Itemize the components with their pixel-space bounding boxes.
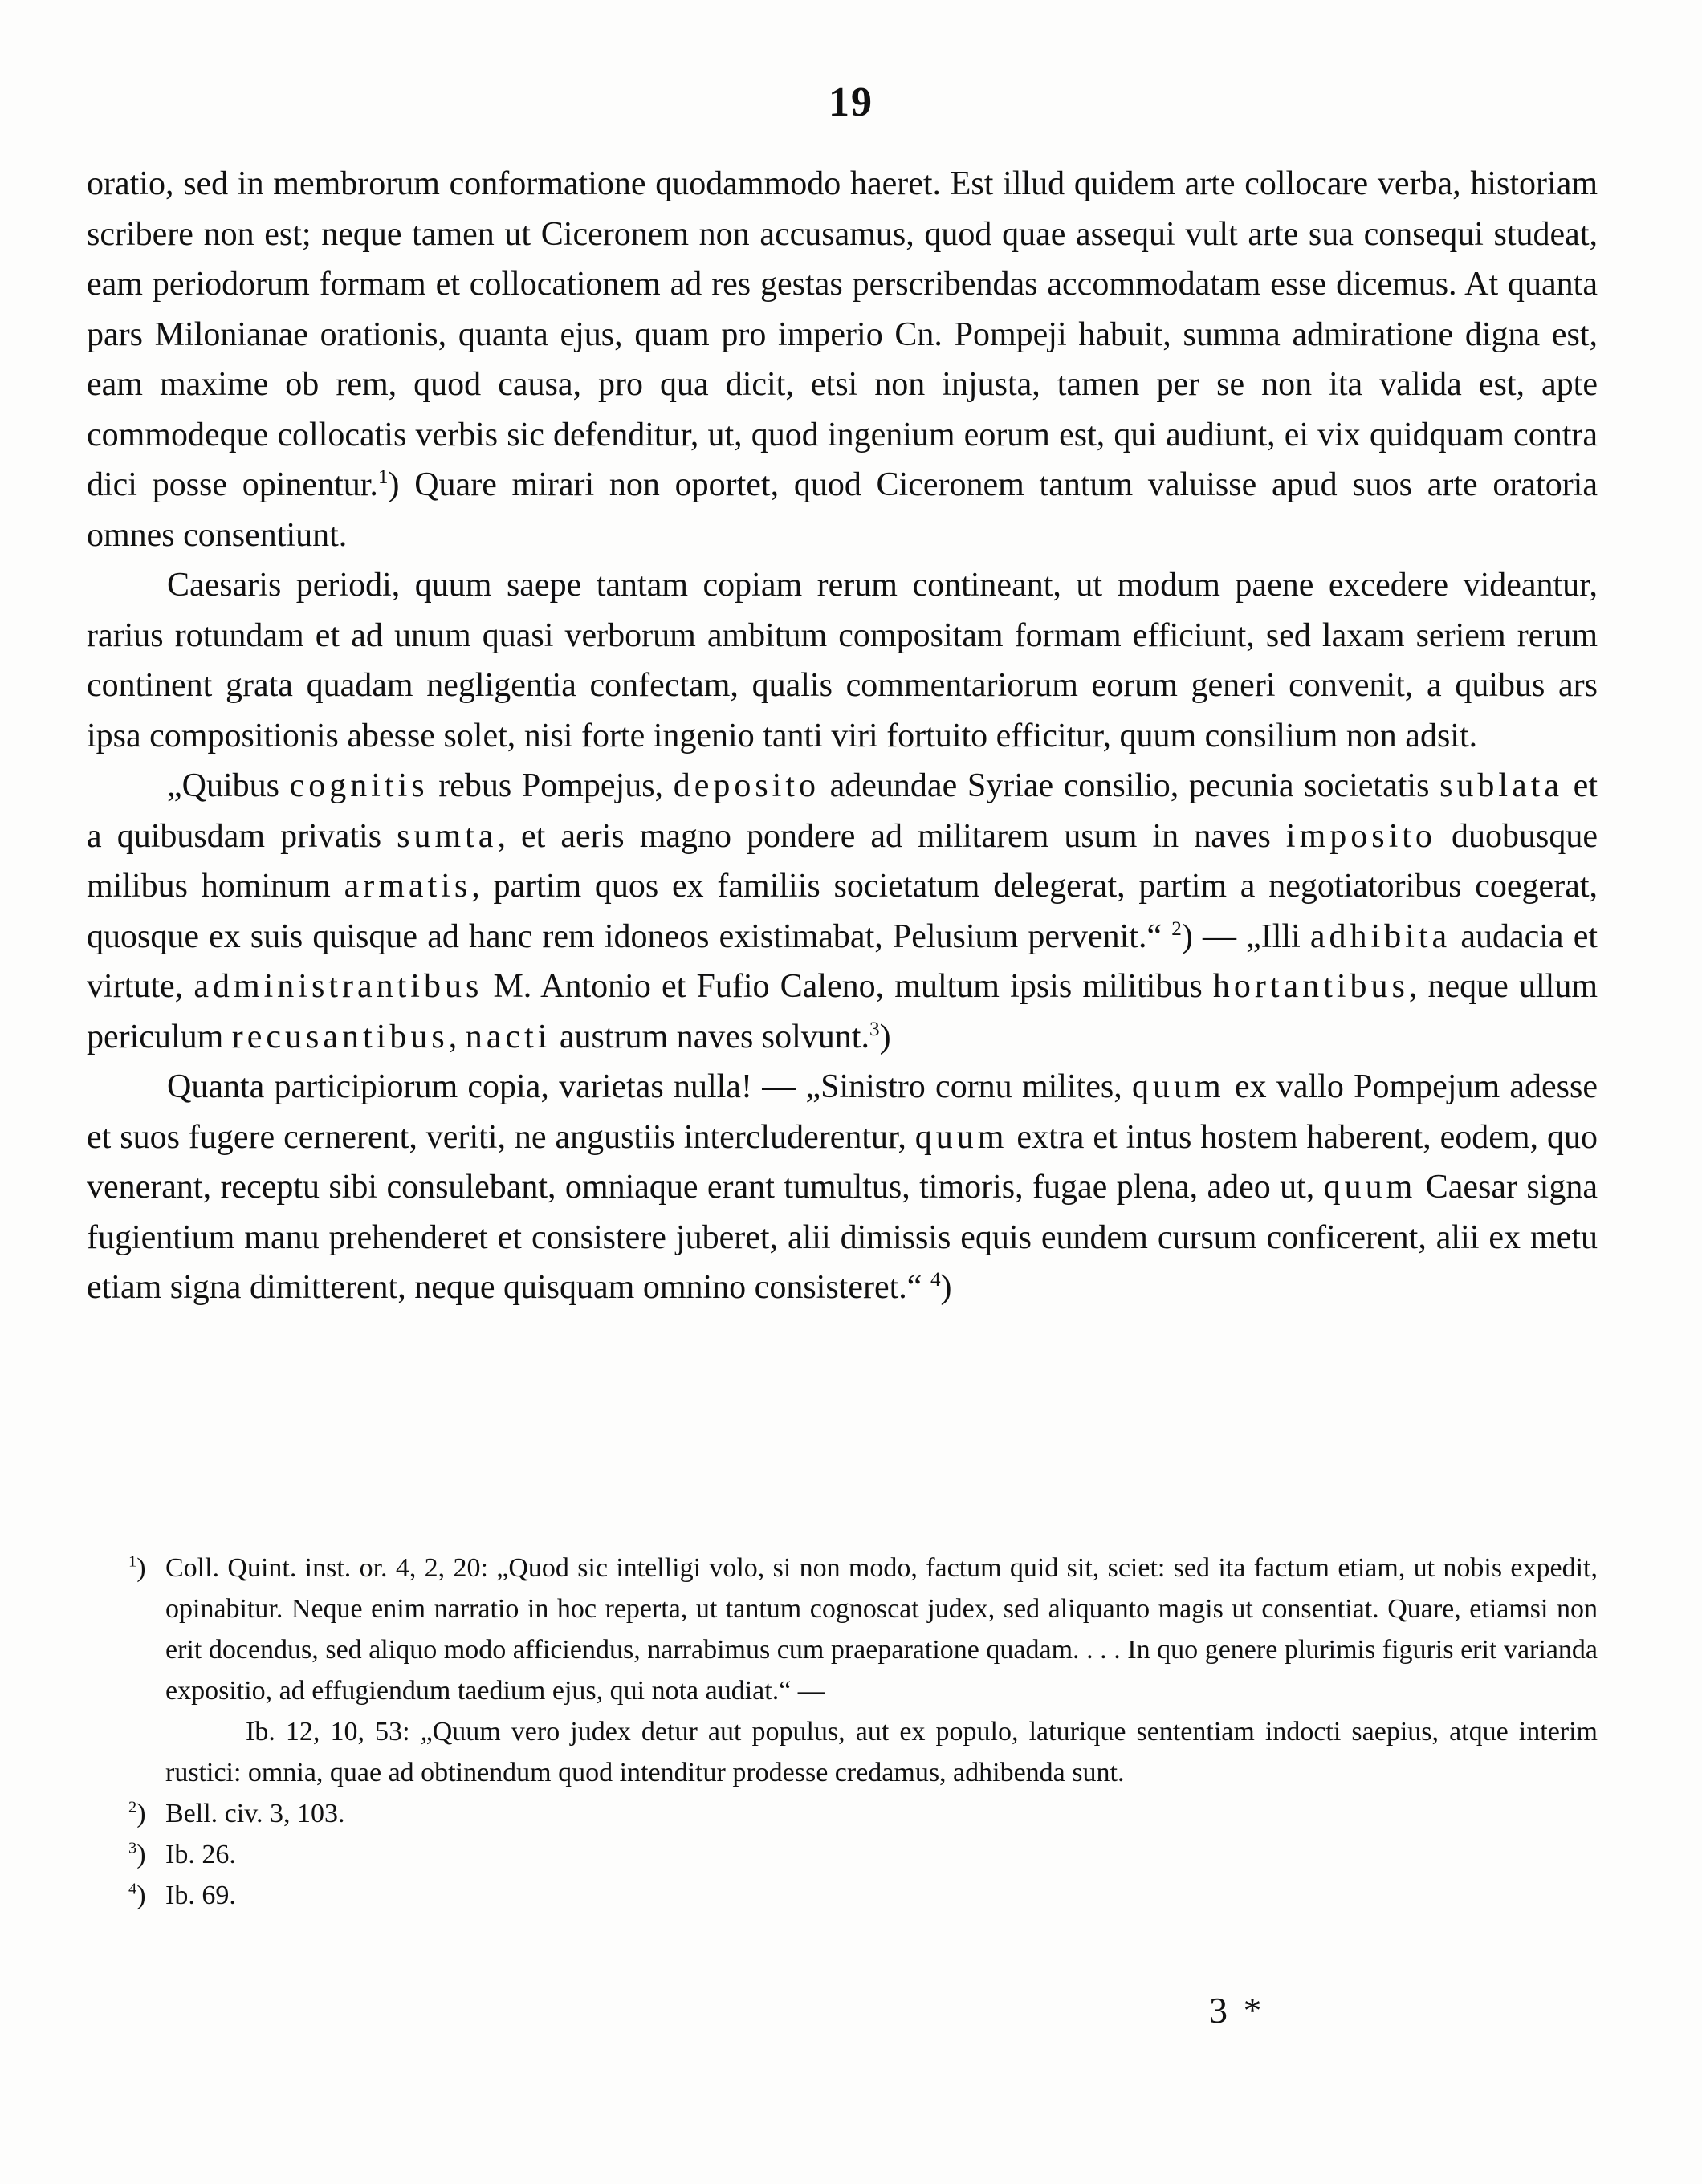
footnote-number: 1 [128,1552,137,1571]
emphasized-word: quum [1132,1068,1225,1105]
text-run: , neque ullum periculum [87,968,1598,1055]
text-run: M. Antonio et Fufio Caleno, multum ipsis militibus [483,968,1213,1005]
footnote-marker: $^2$) [128,1798,146,1828]
footnote-text: Coll. Quint. inst. or. 4, 2, 20: „Quod sic intelligi volo, si non modo, factum quid sit, sciet: sed ita factum etiam, ut nobis expedit, opinabitur. Neque enim narratio in hoc reperta, ut tantum cognoscat judex, sed aliquanto magis ut consentiat. Quare, etiamsi non erit docendus, sed aliquo modo afficiendus, narrabimus cum praeparatione quadam. . . . In quo genere plurimis figuris erit varianda expositio, ad effugiendum taedium ejus, qui nota audiat.“ — [165,1553,1598,1706]
emphasized-word: armatis [344,868,472,905]
footnote-text: Ib. 26. [165,1840,236,1869]
text-run: Caesar signa fugientium manu prehenderet et consistere juberet, alii dimissis equis eundem cursum conficerent, alii ex metu etiam signa dimitterent, neque quisquam omnino consisteret.“ [87,1169,1598,1306]
text-run: extra et intus hostem haberent, eodem, quo venerant, receptu sibi consulebant, omniaque erant tumultus, timoris, fugae plena, adeo ut, [87,1118,1598,1206]
emphasized-word: imposito [1285,817,1436,855]
emphasized-word: deposito [673,767,820,804]
footnote-text: Ib. 12, 10, 53: „Quum vero judex detur aut populus, aut ex populo, laturique sententiam indocti saepius, atque interim rustici: omnia, quae ad obtinendum quod intenditur prodesse credamus, adhibenda sunt. [165,1717,1598,1787]
text-run: ) Quare mirari non oportet, quod Ciceronem tantum valuisse apud suos arte oratoria omnes consentiunt. [87,466,1598,554]
text-run: ) — „Illi [1181,917,1310,955]
page-number: 19 [829,79,873,125]
emphasized-word: adhibita [1309,917,1452,955]
text-run: , partim quos ex familiis societatum delegerat, partim a negotiatoribus coegerat, quosque ex suis quisque ad hanc rem idoneos existimabat, Pelusium pervenit.“ [87,868,1598,955]
text-run: , [448,1018,466,1055]
text-run: oratio, sed in membrorum conformatione quodammodo haeret. Est illud quidem arte collocare verba, historiam scribere non est; neque tamen ut Ciceronem non accusamus, quod quae assequi vult arte sua consequi studeat, eam periodorum formam et collocationem ad res gestas perscribendas accommodatam esse dicemus. At quanta pars Milonianae orationis, quanta ejus, quam pro imperio Cn. Pompeji habuit, summa admiratione digna est, eam maxime ob rem, quod causa, pro qua dicit, etsi non injusta, tamen per se non ita valida est, apte commodeque collocatis verbis sic defenditur, ut, quod ingenium eorum est, qui audiunt, ei vix quidquam contra dici posse opinentur. [87,165,1598,503]
text-run: duobusque milibus hominum [87,817,1598,905]
emphasized-word: nacti [465,1018,552,1055]
footnote [87,1834,1598,1875]
text-run: austrum naves solvunt. [551,1018,869,1055]
paragraph [87,1062,1598,1313]
footnote-marker: $^4$) [128,1880,146,1910]
footnotes [87,1548,1598,1916]
emphasized-word: recusantibus [231,1018,449,1055]
text-run: ) [940,1269,952,1306]
emphasized-word: quum [914,1118,1008,1156]
emphasized-word: sumta [397,817,498,855]
footnote-text: Ib. 69. [165,1881,236,1910]
footnote-marker: $^1$) [128,1552,146,1583]
footnote-reference: 4 [930,1269,941,1291]
footnote-reference: 2 [1171,917,1182,940]
emphasized-word: hortantibus [1212,968,1409,1005]
text-run: audacia et virtute, [87,917,1598,1005]
emphasized-word: quum [1323,1169,1417,1206]
footnote-reference: 1 [377,466,389,488]
footnote-text: Bell. civ. 3, 103. [165,1799,345,1828]
text-run: Quanta participiorum copia, varietas nulla! — „Sinistro cornu milites, [167,1068,1133,1105]
footnote [87,1793,1598,1834]
footnote-number: 2 [128,1798,137,1816]
footnote [87,1711,1598,1793]
footnote-reference: 3 [869,1018,880,1040]
text-run: adeundae Syriae consilio, pecunia societatis [820,767,1440,804]
paragraph [87,159,1598,560]
footnote-number: 3 [128,1839,137,1857]
body-text [87,159,1598,1313]
footnote [87,1548,1598,1711]
emphasized-word: sublata [1439,767,1564,804]
footnote-number: 4 [128,1880,137,1898]
text-run: et a quibusdam privatis [87,767,1598,855]
footnote [87,1875,1598,1916]
emphasized-word: administrantibus [193,968,483,1005]
text-run: ) [879,1018,891,1055]
text-run: rebus Pompejus, [428,767,674,804]
text-run: ex vallo Pompejum adesse et suos fugere cernerent, veriti, ne angustiis intercluderentur, [87,1068,1598,1156]
signature-mark: 3 * [1209,1990,1265,2031]
text-run: Caesaris periodi, quum saepe tantam copiam rerum contineant, ut modum paene excedere videantur, rarius rotundam et ad unum quasi verborum ambitum compositam formam efficiunt, sed laxam seriem rerum continent grata quadam negligentia confectam, qualis commentariorum eorum generi convenit, a quibus ars ipsa compositionis abesse solet, nisi forte ingenio tanti viri fortuito efficitur, quum consilium non adsit. [87,567,1598,754]
emphasized-word: cognitis [289,767,429,804]
paragraph [87,761,1598,1062]
paragraph [87,560,1598,761]
text-run: „Quibus [167,767,290,804]
text-run: , et aeris magno pondere ad militarem usum in naves [497,817,1286,855]
footnote-marker: $^3$) [128,1839,146,1869]
